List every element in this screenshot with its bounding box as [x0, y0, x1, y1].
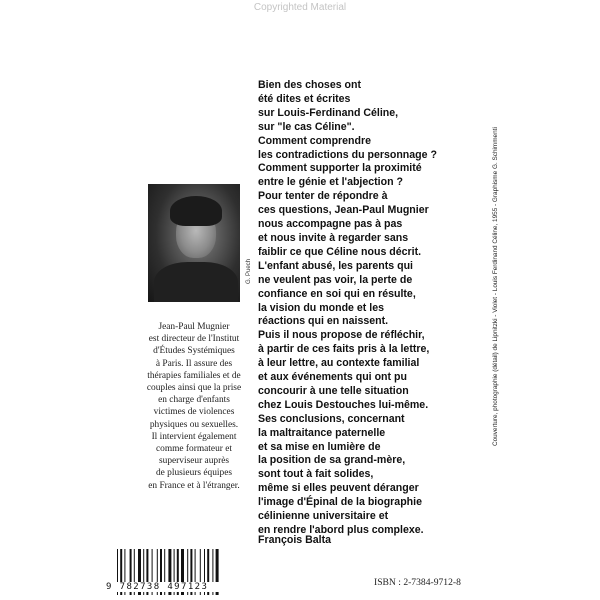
bio-line: physiques ou sexuelles.: [149, 419, 239, 430]
bio-line: Jean-Paul Mugnier: [158, 322, 230, 332]
bio-line: d'Études Systémiques: [153, 346, 235, 357]
bio-line: est directeur de l'Institut: [148, 334, 240, 345]
watermark: Copyrighted Material: [253, 2, 347, 13]
text-line: à partir de ces faits pris à la lettre,: [258, 343, 430, 356]
text-line: la position de sa grand-mère,: [258, 454, 406, 467]
text-line: faiblir ce que Céline nous décrit.: [258, 245, 422, 258]
text-line: ces questions, Jean-Paul Mugnier: [258, 204, 429, 217]
text-line: Bien des choses ont: [258, 79, 362, 91]
text-line: et aux événements qui ont pu: [258, 371, 407, 384]
text-line: L'enfant abusé, les parents qui: [258, 259, 413, 272]
text-line: les contradictions du personnage ?: [258, 148, 437, 161]
text-line: Comment comprendre: [258, 134, 372, 147]
text-line: Puis il nous propose de réfléchir,: [258, 329, 425, 342]
photo-credit: G. Puech: [246, 258, 252, 284]
text-line: concourir à une telle situation: [258, 384, 409, 397]
bio-line: en charge d'enfants: [158, 395, 230, 406]
text-line: Ses conclusions, concernant: [258, 412, 405, 425]
text-line: à leur lettre, au contexte familial: [258, 357, 420, 370]
text-line: sur "le cas Céline".: [258, 120, 355, 133]
text-line: même si elles peuvent déranger: [258, 482, 419, 495]
text-line: la maltraitance paternelle: [258, 426, 386, 439]
text-line: la vision du monde et les: [258, 301, 384, 314]
author-bio: [130, 321, 258, 492]
text-line: entre le génie et l'abjection ?: [258, 176, 403, 189]
signature: François Balta: [258, 534, 332, 546]
text-line: Pour tenter de répondre à: [258, 190, 388, 203]
bio-line: victimes de violences: [153, 407, 235, 418]
text-line: sur Louis-Ferdinand Céline,: [258, 106, 399, 119]
bio-line: à Paris. Il assure des: [155, 358, 233, 369]
text-line: ne veulent pas voir, la perte de: [258, 273, 413, 286]
text-line: célinienne universitaire et: [258, 510, 389, 523]
author-photo-hair: [170, 196, 222, 226]
author-photo-body: [154, 262, 238, 302]
text-line: Comment supporter la proximité: [258, 162, 422, 175]
back-cover-text: [258, 79, 458, 538]
cover-credit: Couverture, photographie (détail) de Lipnitzki - Violet - Louis Ferdinand Céline, 1955 - Graphisme G. Schimmenti: [492, 127, 499, 446]
bio-line: de plusieurs équipes: [155, 468, 233, 479]
bio-line: superviseur auprès: [158, 456, 230, 467]
text-line: nous accompagne pas à pas: [258, 218, 403, 231]
text-line: été dites et écrites: [258, 92, 351, 105]
author-photo: [148, 184, 240, 302]
bio-line: comme formateur et: [155, 444, 232, 455]
text-line: en rendre l'abord plus complexe.: [258, 524, 424, 536]
isbn: ISBN : 2-7384-9712-8: [374, 577, 461, 588]
text-line: l'image d'Épinal de la biographie: [258, 496, 422, 509]
text-line: réactions qui en naissent.: [258, 315, 389, 328]
text-line: confiance en soi qui en résulte,: [258, 287, 416, 300]
barcode-number: 9 782738 497123: [106, 582, 246, 592]
bio-line: thérapies familiales et de: [147, 370, 241, 381]
bio-line: en France et à l'étranger.: [148, 480, 240, 491]
text-line: sont tout à fait solides,: [258, 468, 374, 481]
bio-line: Il intervient également: [151, 431, 237, 442]
text-line: chez Louis Destouches lui-même.: [258, 398, 429, 411]
text-line: et nous invite à regarder sans: [258, 231, 409, 244]
bio-line: couples ainsi que la prise: [146, 383, 242, 394]
text-line: et sa mise en lumière de: [258, 440, 381, 453]
